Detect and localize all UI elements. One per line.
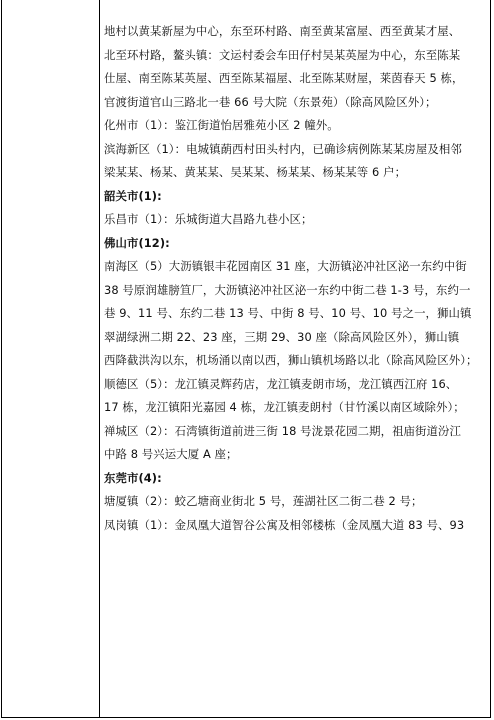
- text-line: 地村以黄某新屋为中心，东至环村路、南至黄某富屋、西至黄某才屋、: [104, 24, 461, 38]
- text-line: 西降截洪沟以东，机场涌以南以西，狮山镇机场路以北（除高风险区外）；: [104, 353, 478, 367]
- section-heading: 韶关市(1):: [104, 188, 162, 203]
- text-line: 化州市（1）：鉴江街道怡居雅苑小区 2 幢外。: [104, 118, 339, 132]
- column-divider: [99, 0, 100, 718]
- text-line: 仕屋、南至陈某英屋、西至陈某福屋、北至陈某财屋，莱茵春天 5 栋，: [104, 71, 464, 85]
- text-line: 巷 9、11 号、东约二巷 13 号、中街 8 号、10 号、10 号之一，狮山镇: [104, 306, 472, 320]
- text-line: 南海区（5）大沥镇银丰花园南区 31 座，大沥镇泌冲社区泌一东约中街: [104, 259, 467, 273]
- text-line: 乐昌市（1）：乐城街道大昌路九巷小区；: [104, 212, 313, 226]
- text-line: 38 号原润雄膀笪厂，大沥镇泌冲社区泌一东约中街二巷 1-3 号，东约一: [104, 282, 471, 297]
- text-line: 梁某某、杨某、黄某某、吴某某、杨某某、杨某某等 6 户；: [104, 165, 407, 179]
- text-line: 17 栋，龙江镇阳光嘉园 4 栋，龙江镇麦朗村（甘竹溪以南区域除外）；: [104, 400, 465, 414]
- text-line: 禅城区（2）：石湾镇街道前进三街 18 号泷景花园二期，祖庙街道汾江: [104, 423, 462, 438]
- section-heading: 东莞市(4):: [104, 470, 162, 485]
- text-line: 翠湖绿洲二期 22、23 座，三期 29、30 座（除高风险区外），狮山镇: [104, 329, 460, 344]
- text-line: 塘厦镇（2）：蛟乙塘商业街北 5 号，莲湖社区二街二巷 2 号；: [104, 494, 423, 508]
- text-line: 滨海新区（1）：电城镇蓢西村田头村内，已确诊病例陈某某房屋及相邻: [104, 141, 462, 156]
- text-line: 凤岗镇（1）：金凤凰大道智谷公寓及相邻楼栋（金凤凰大道 83 号、93: [104, 517, 465, 532]
- text-line: 官渡街道官山三路北一巷 66 号大院（东景苑）（除高风险区外）；: [104, 94, 437, 109]
- table-cell-content: [104, 20, 486, 537]
- text-line: 中路 8 号兴运大厦 A 座；: [104, 447, 238, 461]
- text-line: 顺德区（5）：龙江镇灵辉药店，龙江镇麦朗市场，龙江镇西江府 16、: [104, 376, 458, 391]
- text-line: 北至环村路，鳌头镇：文运村委会车田仔村吴某英屋为中心，东至陈某: [104, 47, 461, 62]
- section-heading: 佛山市(12):: [104, 235, 170, 250]
